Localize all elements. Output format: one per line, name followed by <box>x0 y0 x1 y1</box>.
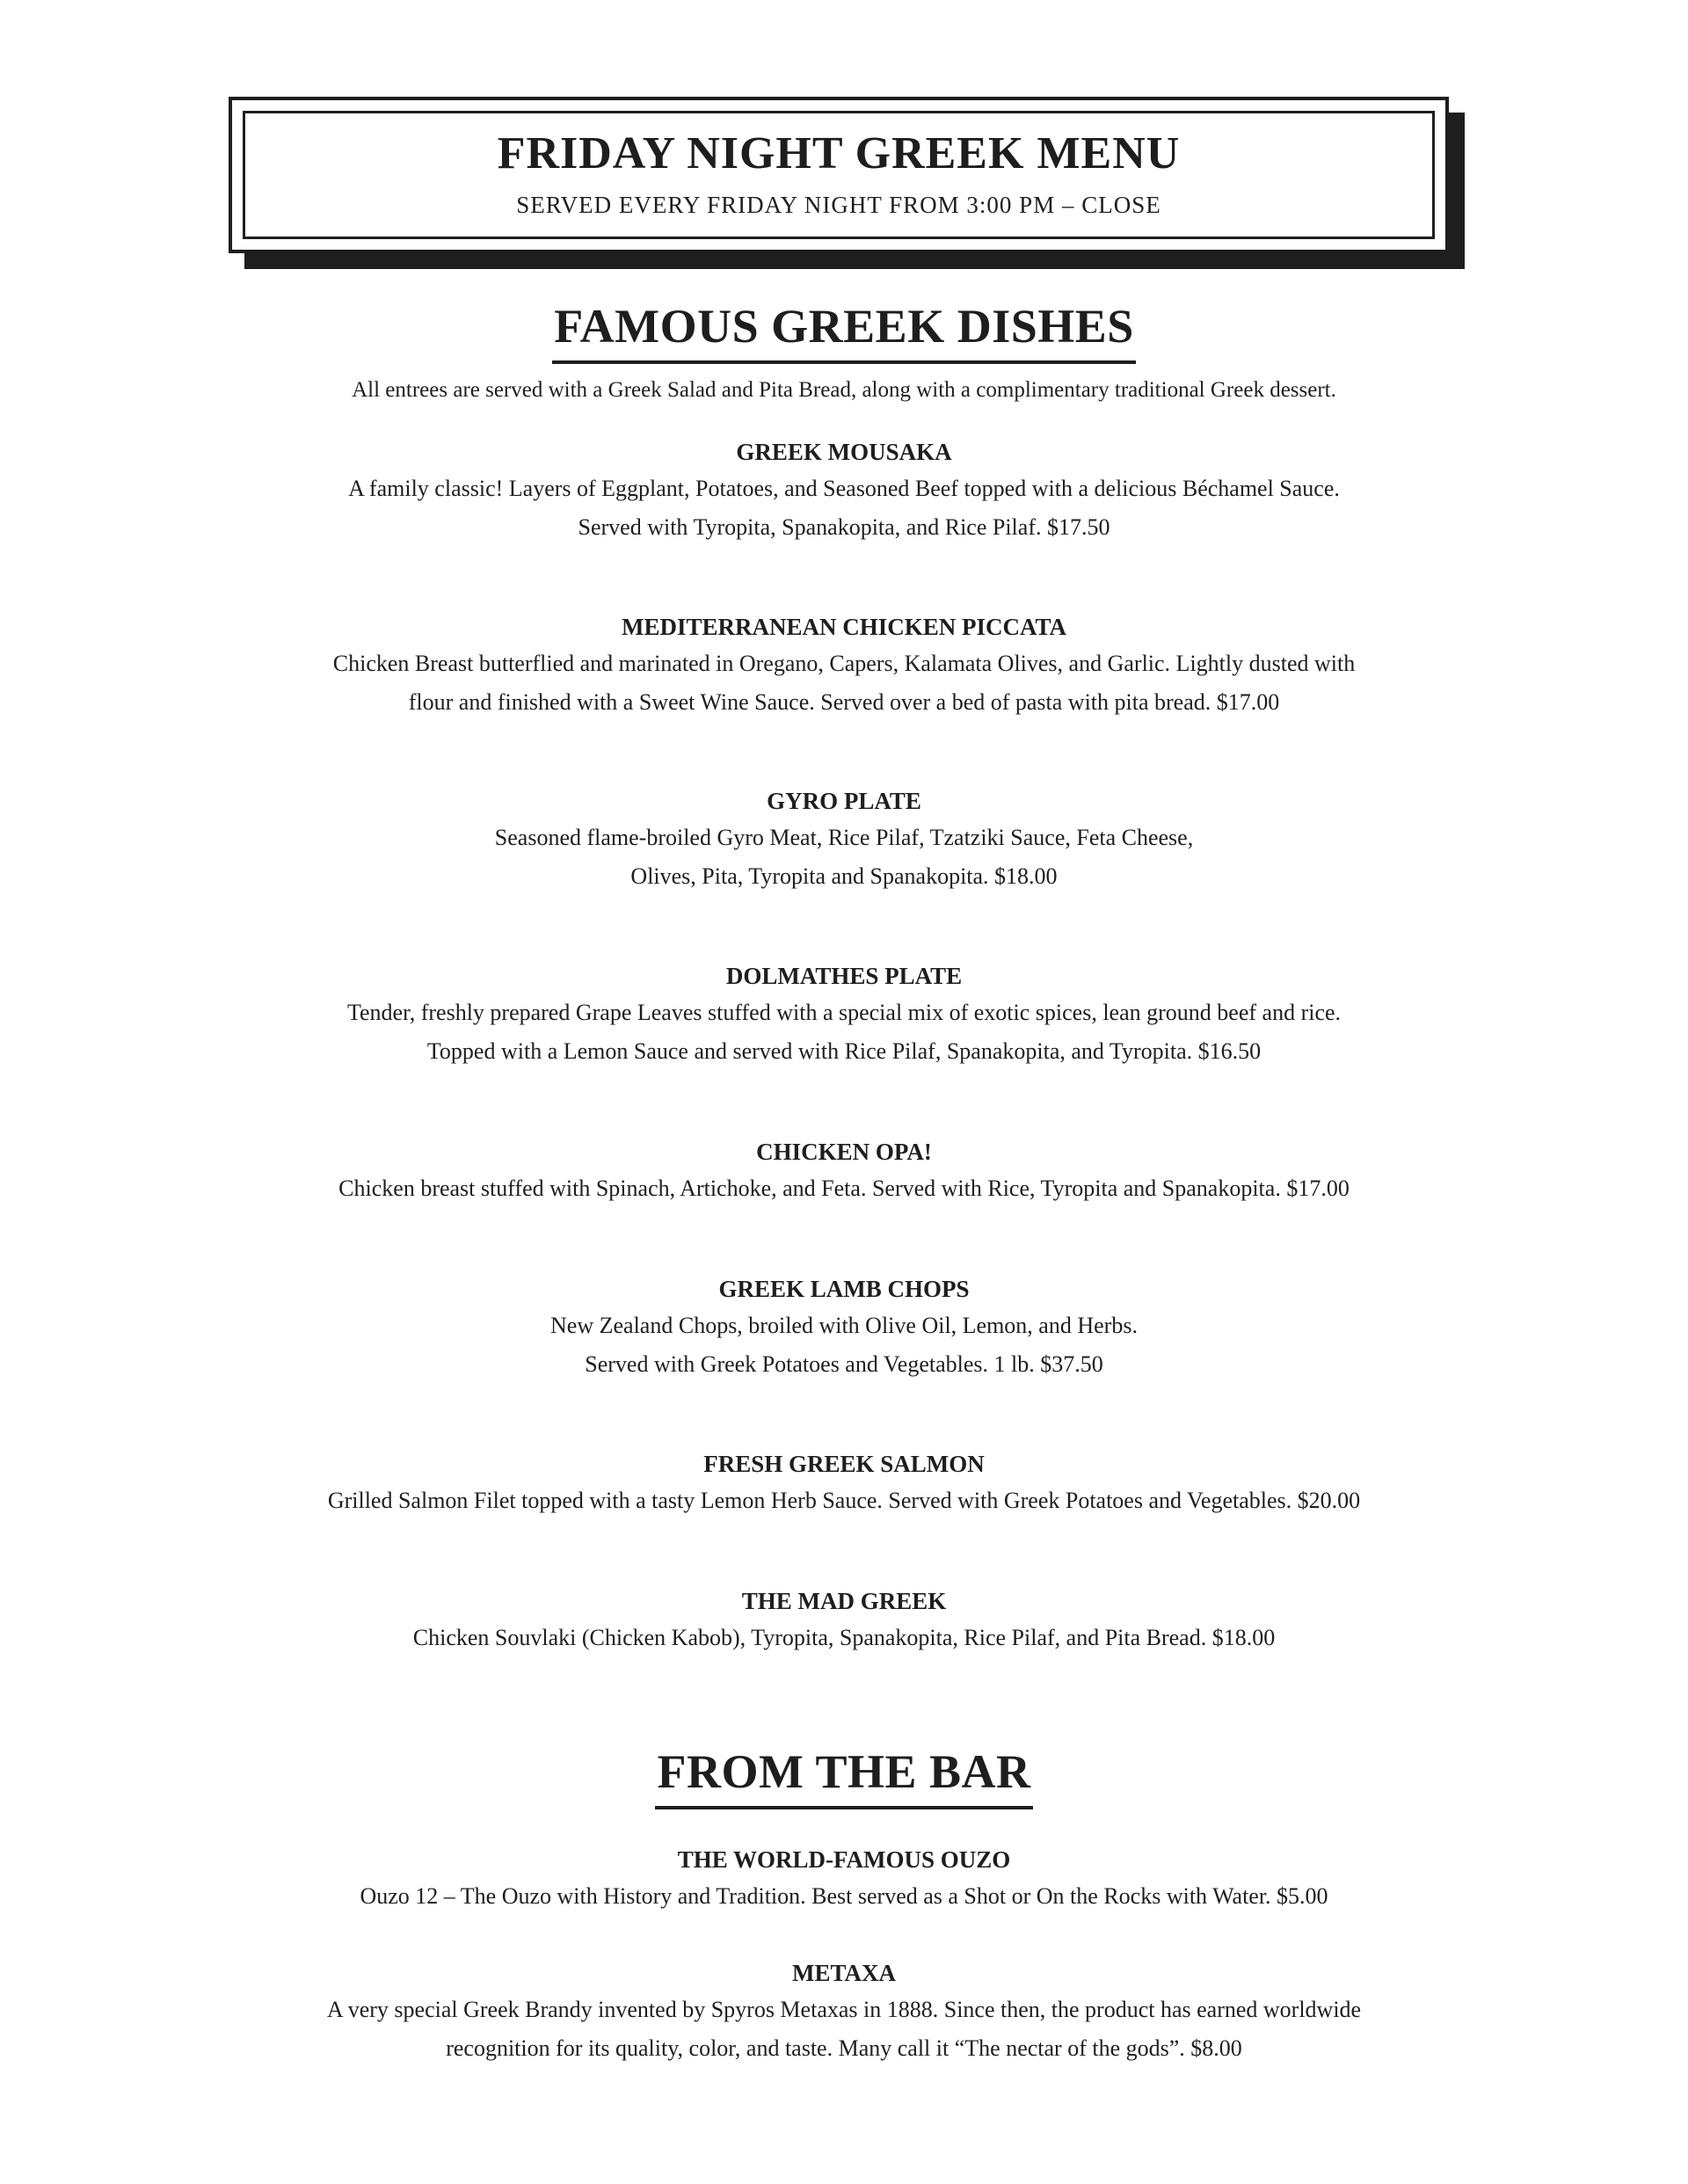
item-name: METAXA <box>792 1960 896 1986</box>
item-name: DOLMATHES PLATE <box>725 963 963 989</box>
header-inner-frame <box>243 111 1435 239</box>
menu-item-chicken-piccata <box>0 609 1688 722</box>
item-name: FRESH GREEK SALMON <box>703 1451 985 1477</box>
menu-item-chicken-opa <box>0 1134 1688 1208</box>
menu-item-dolmathes-plate <box>0 958 1688 1071</box>
item-description-line: Served with Greek Potatoes and Vegetables. 1 lb. $37.50 <box>585 1351 1103 1377</box>
dishes-section-title: FAMOUS GREEK DISHES <box>552 297 1136 364</box>
bar-section-heading <box>0 1743 1688 1809</box>
item-name: THE WORLD-FAMOUS OUZO <box>677 1846 1011 1873</box>
item-name: THE MAD GREEK <box>741 1588 947 1614</box>
menu-subtitle: SERVED EVERY FRIDAY NIGHT FROM 3:00 PM – CLOSE <box>516 192 1161 218</box>
menu-item-metaxa <box>0 1955 1688 2068</box>
item-name: MEDITERRANEAN CHICKEN PICCATA <box>621 614 1067 640</box>
menu-item-gyro-plate <box>0 783 1688 896</box>
item-description-line: flour and finished with a Sweet Wine Sauce. Served over a bed of pasta with pita bread. $17.00 <box>408 689 1280 715</box>
item-description-line: New Zealand Chops, broiled with Olive Oil, Lemon, and Herbs. <box>550 1313 1138 1338</box>
item-description-line: Chicken Souvlaki (Chicken Kabob), Tyropita, Spanakopita, Rice Pilaf, and Pita Bread. $18.00 <box>412 1625 1276 1650</box>
dishes-section-heading <box>0 297 1688 406</box>
item-description-line: Chicken breast stuffed with Spinach, Artichoke, and Feta. Served with Rice, Tyropita and Spanakopita. $17.00 <box>338 1176 1350 1201</box>
menu-item-greek-lamb-chops <box>0 1271 1688 1384</box>
menu-item-fresh-greek-salmon <box>0 1446 1688 1520</box>
bar-section-title: FROM THE BAR <box>655 1743 1032 1809</box>
menu-item-the-mad-greek <box>0 1583 1688 1657</box>
item-description-line: Grilled Salmon Filet topped with a tasty Lemon Herb Sauce. Served with Greek Potatoes and Vegetables. $20.00 <box>327 1488 1361 1513</box>
item-name: GYRO PLATE <box>767 788 921 814</box>
item-description-line: Served with Tyropita, Spanakopita, and Rice Pilaf. $17.50 <box>578 514 1110 540</box>
item-description-line: A family classic! Layers of Eggplant, Potatoes, and Seasoned Beef topped with a delicious Béchamel Sauce. <box>348 476 1340 501</box>
menu-item-greek-mousaka <box>0 434 1688 547</box>
item-description-line: Chicken Breast butterflied and marinated in Oregano, Capers, Kalamata Olives, and Garlic. Lightly dusted with <box>332 651 1356 676</box>
menu-item-ouzo <box>0 1842 1688 1916</box>
item-description-line: Tender, freshly prepared Grape Leaves stuffed with a special mix of exotic spices, lean ground beef and rice. <box>346 1000 1342 1025</box>
item-description-line: recognition for its quality, color, and taste. Many call it “The nectar of the gods”. $8.00 <box>446 2035 1242 2061</box>
item-description-line: Olives, Pita, Tyropita and Spanakopita. $18.00 <box>630 863 1058 889</box>
item-description-line: Topped with a Lemon Sauce and served with Rice Pilaf, Spanakopita, and Tyropita. $16.50 <box>426 1038 1262 1064</box>
header-frame <box>229 97 1449 253</box>
item-name: GREEK MOUSAKA <box>736 439 952 465</box>
menu-header <box>229 97 1449 253</box>
item-description-line: Ouzo 12 – The Ouzo with History and Tradition. Best served as a Shot or On the Rocks with Water. $5.00 <box>360 1883 1328 1909</box>
item-name: CHICKEN OPA! <box>756 1139 932 1165</box>
item-description-line: Seasoned flame-broiled Gyro Meat, Rice Pilaf, Tzatziki Sauce, Feta Cheese, <box>494 825 1194 850</box>
menu-title: FRIDAY NIGHT GREEK MENU <box>497 128 1181 178</box>
dishes-intro: All entrees are served with a Greek Salad and Pita Bread, along with a complimentary traditional Greek dessert. <box>352 378 1336 402</box>
item-description-line: A very special Greek Brandy invented by Spyros Metaxas in 1888. Since then, the product has earned worldwide <box>326 1997 1362 2022</box>
item-name: GREEK LAMB CHOPS <box>718 1276 970 1302</box>
